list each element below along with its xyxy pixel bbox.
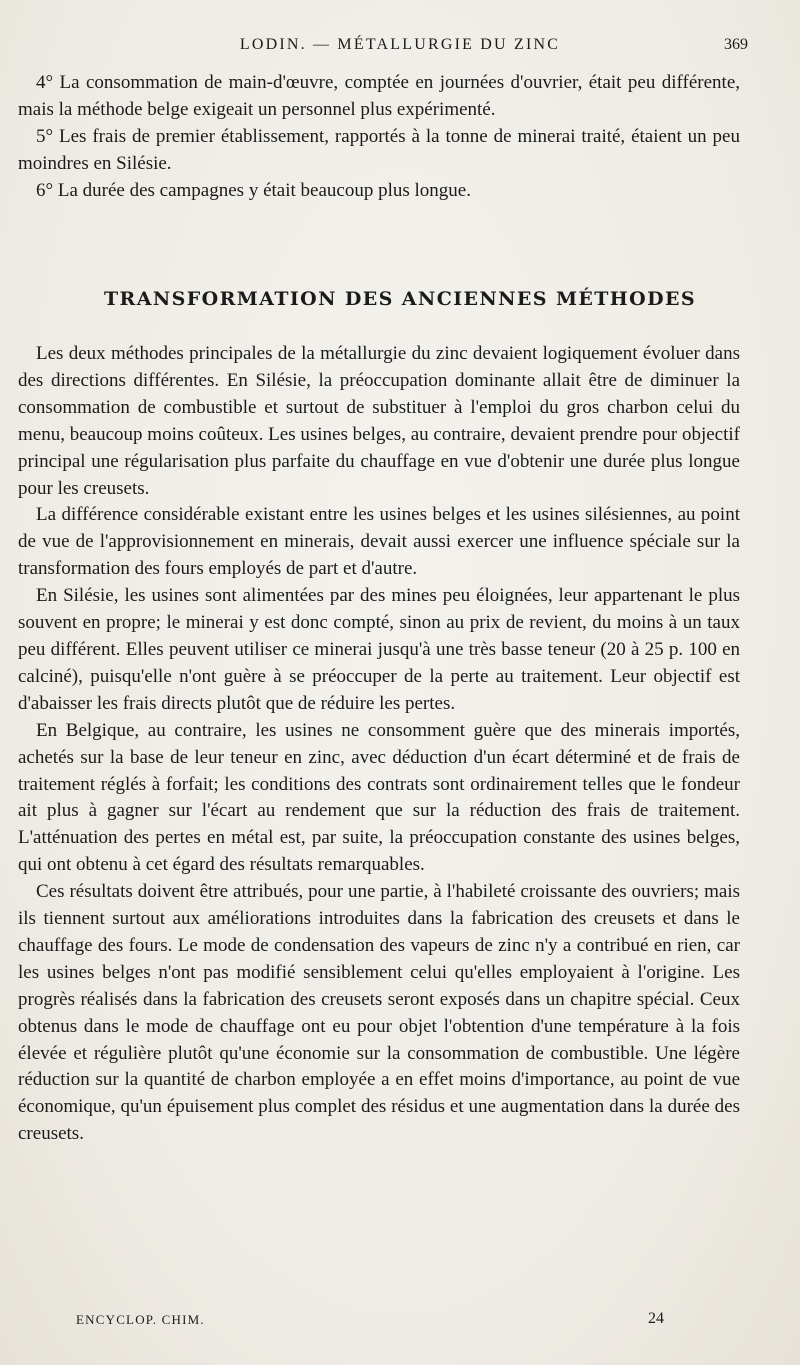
page-number: 369 bbox=[724, 36, 748, 53]
paragraph: 6° La durée des campagnes y était beaucoup plus longue. bbox=[36, 179, 471, 201]
running-title: LODIN. — MÉTALLURGIE DU ZINC bbox=[239, 36, 561, 53]
section-body bbox=[18, 341, 740, 1148]
section-title: TRANSFORMATION DES ANCIENNES MÉTHODES bbox=[104, 288, 696, 310]
intro-text bbox=[18, 70, 740, 205]
paragraph: En Silésie, les usines sont alimentées par des mines peu éloignées, leur appartenant le plus souvent en propre; le minerai y est donc compté, sinon au prix de revient, du moins à un taux peu différent. Elles peuvent utiliser ce minerai jusqu'à une très basse teneur (20 à 25 p. 100 en calciné), puisqu'elle n'ont guère à se préoccuper de la perte au traitement. Leur objectif est d'abaisser les frais directs plutôt que de réduire les pertes. bbox=[18, 585, 740, 714]
signature-mark: ENCYCLOP. CHIM. bbox=[76, 1312, 205, 1327]
running-head bbox=[0, 36, 800, 58]
paragraph: Les deux méthodes principales de la métallurgie du zinc devaient logiquement évoluer dans des directions différentes. En Silésie, la préoccupation dominante allait être de diminuer la consommation de combustible et surtout de substituer à l'emploi du gros charbon celui du menu, beaucoup moins coûteux. Les usines belges, au contraire, devaient prendre pour objectif principal une régularisation plus parfaite du chauffage en vue d'obtenir une durée plus longue pour les creusets. bbox=[18, 343, 740, 499]
paragraph: Ces résultats doivent être attribués, pour une partie, à l'habileté croissante des ouvriers; mais ils tiennent surtout aux améliorations introduites dans la fabrication des creusets et dans le chauffage des fours. Le mode de condensation des vapeurs de zinc n'y a contribué en rien, car les usines belges n'ont pas modifié sensiblement celui qu'elles employaient à l'origine. Les progrès réalisés dans la fabrication des creusets seront exposés dans un chapitre spécial. Ceux obtenus dans le mode de chauffage ont eu pour objet l'obtention d'une température à la fois élevée et régulière plutôt qu'une économie sur la consommation de combustible. Une légère réduction sur la quantité de charbon employée a en effet moins d'importance, au point de vue économique, qu'un épuisement plus complet des résidus et une augmentation dans la durée des creusets. bbox=[18, 881, 740, 1145]
sheet-number: 24 bbox=[648, 1310, 664, 1327]
paragraph: La différence considérable existant entre les usines belges et les usines silésiennes, au point de vue de l'approvisionnement en minerais, devait aussi exercer une influence spéciale sur la transformation des fours employés de part et d'autre. bbox=[18, 504, 740, 580]
paragraph: 4° La consommation de main-d'œuvre, comptée en journées d'ouvrier, était peu différente, mais la méthode belge exigeait un personnel plus expérimenté. bbox=[18, 72, 740, 120]
page-footer bbox=[0, 1312, 800, 1334]
paragraph: En Belgique, au contraire, les usines ne consomment guère que des minerais importés, achetés sur la base de leur teneur en zinc, avec déduction d'un écart déterminé et de frais de traitement réglés à forfait; les conditions des contrats sont ordinairement telles que le fondeur ait plus à gagner sur l'écart au rendement que sur la réduction des frais de traitement. L'atténuation des pertes en métal est, par suite, la préoccupation constante des usines belges, qui ont obtenu à cet égard des résultats remarquables. bbox=[18, 719, 740, 876]
paragraph: 5° Les frais de premier établissement, rapportés à la tonne de minerai traité, étaient un peu moindres en Silésie. bbox=[18, 125, 740, 174]
